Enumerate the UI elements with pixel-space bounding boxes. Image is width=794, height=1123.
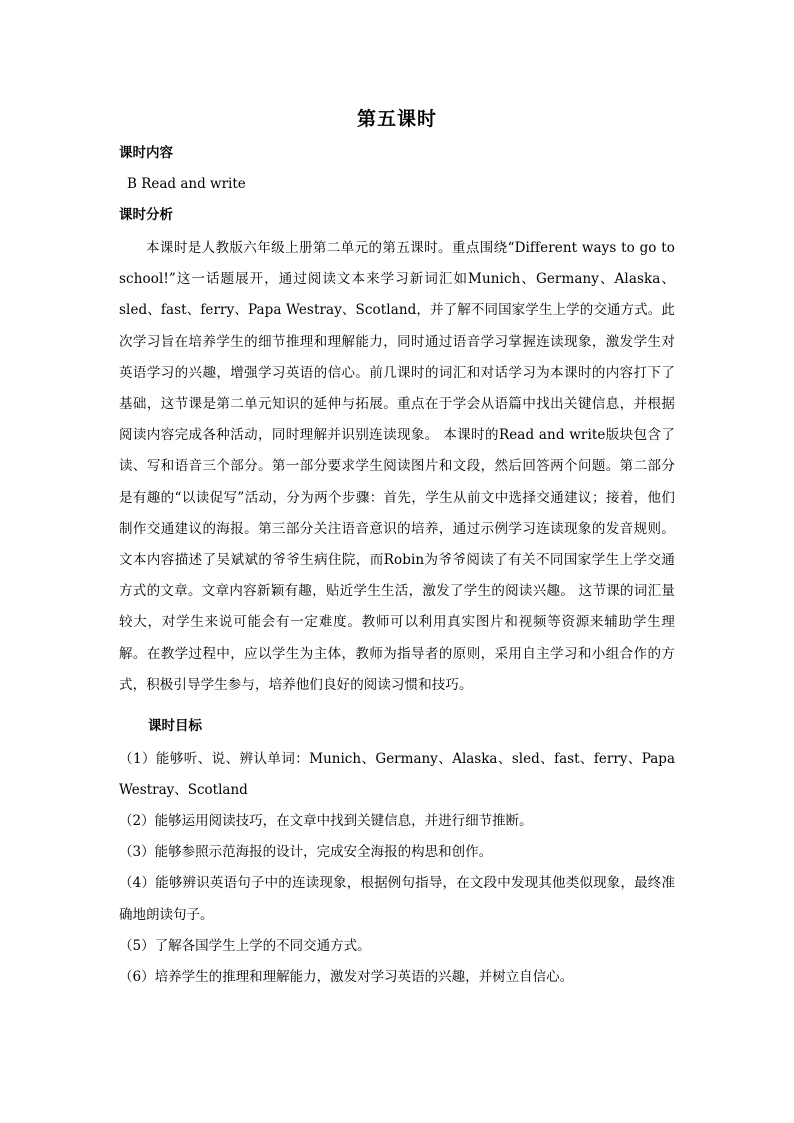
objective-item: （1）能够听、说、辨认单词：Munich、Germany、Alaska、sled、fast、ferry、Papa Westray、Scotland	[119, 750, 675, 798]
objective-item: （6）培养学生的推理和理解能力，激发对学习英语的兴趣，并树立自信心。	[119, 968, 574, 985]
analysis-heading: 课时分析	[119, 207, 173, 223]
analysis-paragraph: 本课时是人教版六年级上册第二单元的第五课时。重点围绕“Different ways to go to school!”这一话题展开，通过阅读文本来学习新词汇如Munich、Germany、Alaska、sled、fast、ferry、Papa Westray、Scotland，并了解不同国家学生上学的交通方式。此次学习旨在培养学生的细节推理和理解能力，同时通过语音学习掌握连读现象，激发学生对英语学习的兴趣，增强学习英语的信心。前几课时的词汇和对话学习为本课时的内容打下了基础，这节课是第二单元知识的延伸与拓展。重点在于学会从语篇中找出关键信息，并根据阅读内容完成各种活动，同时理解并识别连读现象。 本课时的Read and write版块包含了读、写和语音三个部分。第一部分要求学生阅读图片和文段，然后回答两个问题。第二部分是有趣的“以读促写”活动，分为两个步骤：首先，学生从前文中选择交通建议；接着，他们制作交通建议的海报。第三部分关注语音意识的培养，通过示例学习连读现象的发音规则。文本内容描述了吴斌斌的爷爷生病住院，而Robin为爷爷阅读了有关不同国家学生上学交通方式的文章。文章内容新颖有趣，贴近学生生活，激发了学生的阅读兴趣。 这节课的词汇量较大，对学生来说可能会有一定难度。教师可以利用真实图片和视频等资源来辅助学生理解。在教学过程中，应以学生为主体，教师为指导者的原则，采用自主学习和小组合作的方式，积极引导学生参与，培养他们良好的阅读习惯和技巧。	[119, 240, 675, 693]
page-title: 第五课时	[356, 108, 437, 130]
document-body	[119, 142, 675, 993]
content-heading: 课时内容	[119, 145, 173, 161]
objectives-list	[119, 744, 675, 994]
objective-item: （3）能够参照示范海报的设计，完成安全海报的构思和创作。	[119, 844, 493, 861]
objective-item: （5）了解各国学生上学的不同交通方式。	[119, 937, 371, 954]
content-text: B Read and write	[127, 176, 246, 192]
objective-item: （4）能够辨识英语句子中的连读现象，根据例句指导，在文段中发现其他类似现象，最终准确地朗读句子。	[119, 875, 675, 923]
objectives-heading: 课时目标	[148, 717, 202, 734]
objective-item: （2）能够运用阅读技巧，在文章中找到关键信息，并进行细节推断。	[119, 812, 533, 829]
